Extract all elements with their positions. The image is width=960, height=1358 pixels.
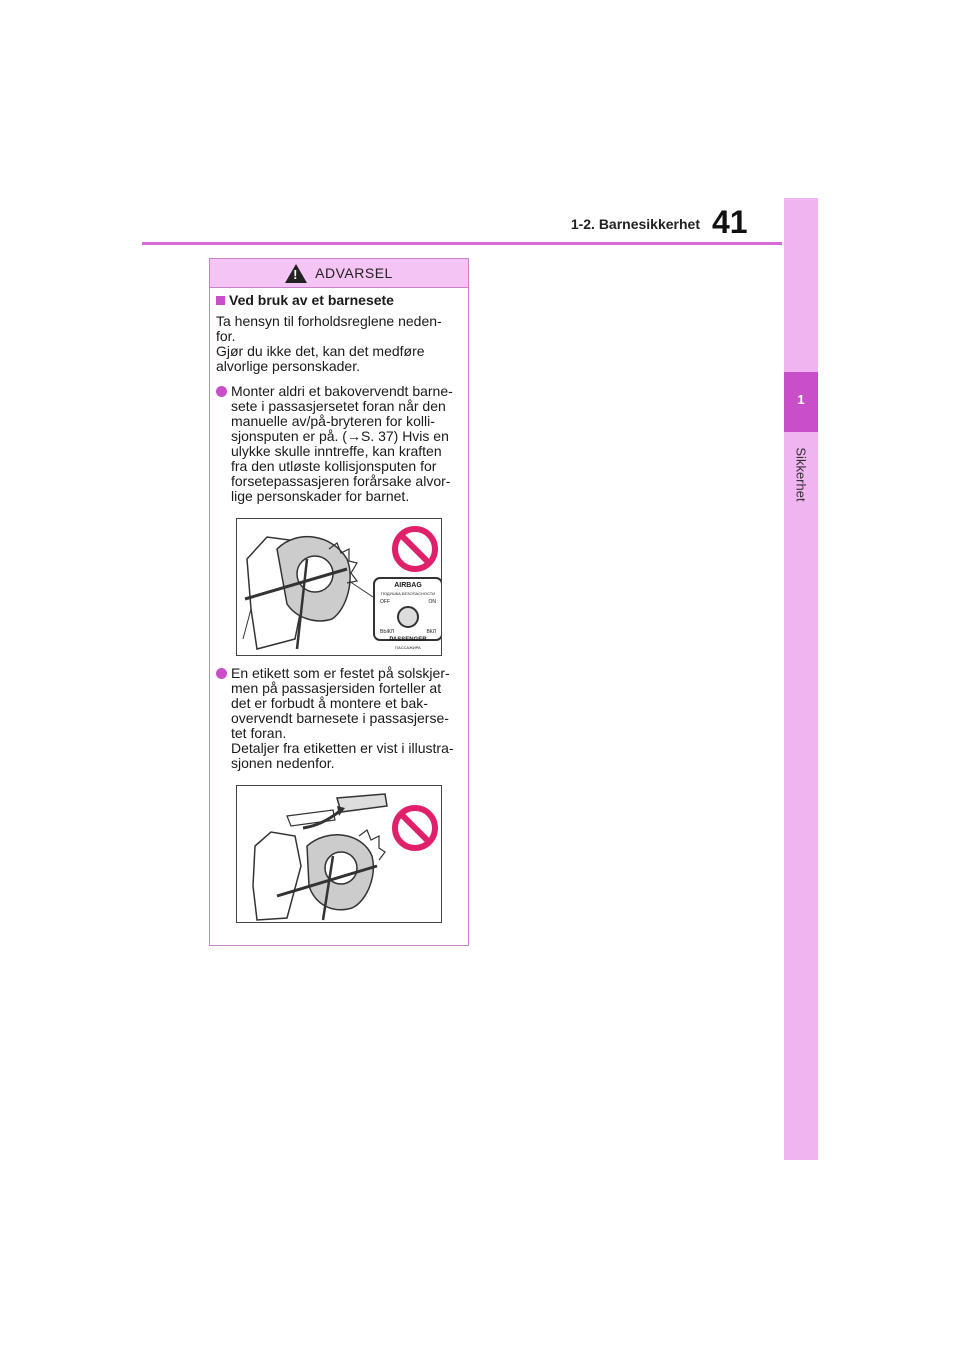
warning-intro: Ta hensyn til forholdsreglene neden- for. Gjør du ikke det, kan det medføre alvorlige personskader. <box>216 313 442 374</box>
airbag-on-label: ON <box>428 599 436 605</box>
airbag-passenger-label: PASSENGER <box>389 637 427 643</box>
illustration-airbag-switch <box>236 518 442 656</box>
sun-visor-drawing <box>237 786 441 922</box>
circle-bullet-icon <box>216 668 227 679</box>
airbag-label <box>373 577 442 650</box>
bullet-text: En etikett som er festet på solskjer- men på passasjersiden forteller at det er forbudt å montere et bak- overvendt barnesete i passasjerse- tet foran. Detaljer fra etiketten er vist i illustra- sjonen nedenfor. <box>231 665 454 771</box>
warning-triangle-icon <box>285 264 307 283</box>
illustration-sun-visor-label <box>236 785 442 923</box>
airbag-label-subtitle: ПОДУШКА БЕЗОПАСНОСТИ <box>380 591 436 596</box>
warning-title: ADVARSEL <box>315 265 393 281</box>
bullet-item <box>216 666 462 771</box>
warning-box <box>209 258 469 946</box>
circle-bullet-icon <box>216 386 227 397</box>
airbag-label-row <box>375 598 441 606</box>
warning-body <box>210 288 468 923</box>
chapter-number: 1 <box>797 392 805 407</box>
bullet-text: Monter aldri et bakovervendt barne- sete i passasjersetet foran når den manuelle av/på-bryteren for kolli- sjonsputen er på. (→S. 37) Hvis en ulykke skulle inntreffe, kan kraften fra den utløste kollisjonsputen for forsetepassasjeren forårsake alvor- lige personskader for barnet. <box>231 383 453 504</box>
airbag-switch-knob-icon <box>397 606 419 628</box>
page-number: 41 <box>712 204 748 240</box>
airbag-on-ru-label: ВКЛ <box>426 629 436 635</box>
warning-header <box>210 259 468 288</box>
chapter-name: Sikkerhet <box>793 447 809 502</box>
warning-subheading <box>216 293 462 308</box>
airbag-label-row-ru <box>375 628 441 636</box>
airbag-passenger-ru-label: ПАССАЖИРА <box>395 645 421 650</box>
airbag-off-label: OFF <box>380 599 390 605</box>
airbag-off-ru-label: ВЫКЛ <box>380 629 394 635</box>
airbag-label-title: AIRBAG <box>394 582 422 589</box>
side-tab <box>784 198 818 1160</box>
bullet-item <box>216 384 462 504</box>
header-rule <box>142 242 782 245</box>
subheading-text: Ved bruk av et barnesete <box>229 292 394 308</box>
section-title: 1-2. Barnesikkerhet <box>570 216 700 232</box>
square-bullet-icon <box>216 296 225 305</box>
